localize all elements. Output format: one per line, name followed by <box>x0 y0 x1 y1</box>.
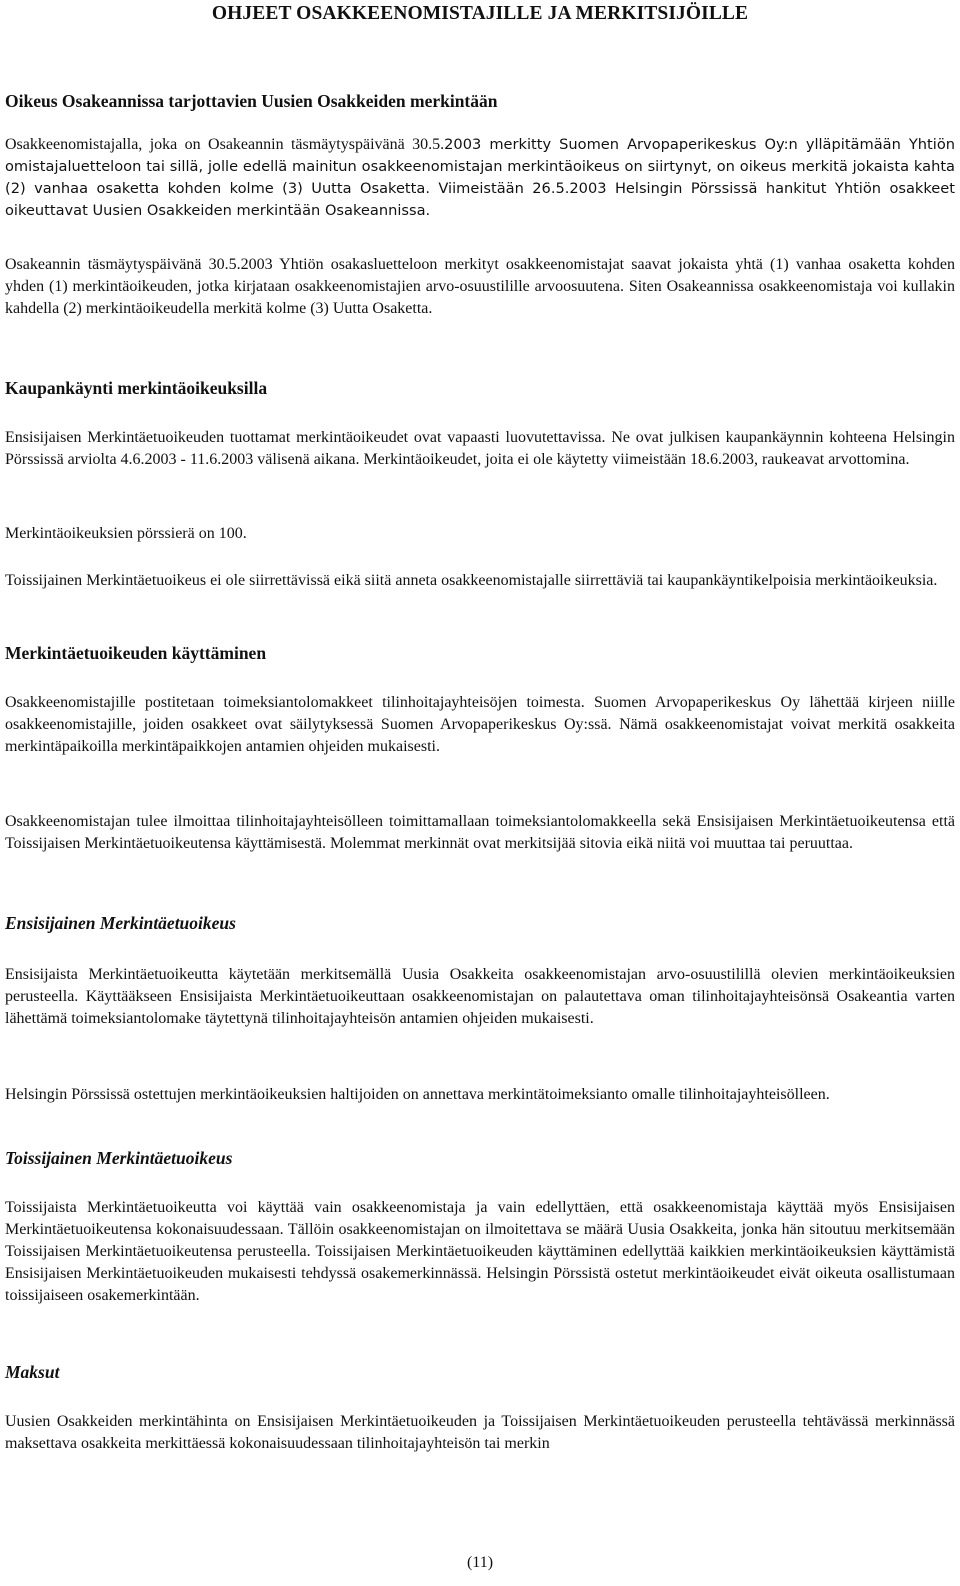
paragraph-exercise-2: Osakkeenomistajan tulee ilmoittaa tilinhoitajayhteisölleen toimittamallaan toimeksiantolomakkeella sekä Ensisijaisen Merkintäetuoikeutensa että Toissijaisen Merkintäetuoikeutensa käyttämisestä. Molemmat merkinnät ovat merkitsijää sitovia eikä niitä voi muuttaa tai peruuttaa. <box>5 813 955 852</box>
paragraph-subscription-right-1-intro: Osakkeenomistajalla, joka on Osakeannin täsmäytyspäivänä 30.5. <box>5 136 445 153</box>
paragraph-exercise-1: Osakkeenomistajille postitetaan toimeksiantolomakkeet tilinhoitajayhteisöjen toimesta. Suomen Arvopaperikeskus Oy lähettää kirjeen niille osakkeenomistajille, joiden osakkeet ovat säilytyksessä Suomen Arvopaperikeskus Oy:ssä. Nämä osakkeenomistajat voivat merkitä osakkeita merkintäpaikoilla merkintäpaikkojen antamien ohjeiden mukaisesti. <box>5 694 955 755</box>
document-title: OHJEET OSAKKEENOMISTAJILLE JA MERKITSIJÖILLE <box>211 3 749 24</box>
paragraph-payments-1: Uusien Osakkeiden merkintähinta on Ensisijaisen Merkintäetuoikeuden ja Toissijaisen Merkintäetuoikeuden perusteella tehtävässä merkinnässä maksettava osakkeita merkittäessä kokonaisuudessaan tilinhoitajayhteisön tai merkin <box>5 1413 955 1452</box>
section-heading-secondary-right: Toissijainen Merkintäetuoikeus <box>5 1148 233 1168</box>
paragraph-primary-right-1: Ensisijaista Merkintäetuoikeutta käytetään merkitsemällä Uusia Osakkeita osakkeenomistajan arvo-osuustilillä olevien merkintäoikeuksien perusteella. Käyttääkseen Ensisijaista Merkintäetuoikeuttaan osakkeenomistajan on palautettava oman tilinhoitajayhteisönsä Osakeantia varten lähettämä toimeksiantolomake täytettynä tilinhoitajayhteisön antamien ohjeiden mukaisesti. <box>5 966 955 1027</box>
page-number: (11) <box>466 1554 494 1571</box>
paragraph-primary-right-2: Helsingin Pörssissä ostettujen merkintäoikeuksien haltijoiden on annettava merkintätoimeksianto omalle tilinhoitajayhteisölleen. <box>5 1086 830 1103</box>
paragraph-trading-3: Toissijainen Merkintäetuoikeus ei ole siirrettävissä eikä siitä anneta osakkeenomistajalle siirrettäviä tai kaupankäyntikelpoisia merkintäoikeuksia. <box>5 572 938 589</box>
section-heading-subscription-right: Oikeus Osakeannissa tarjottavien Uusien Osakkeiden merkintään <box>5 91 498 111</box>
paragraph-subscription-right-2: Osakeannin täsmäytyspäivänä 30.5.2003 Yhtiön osakasluetteloon merkityt osakkeenomistajat saavat jokaista yhtä (1) vanhaa osaketta kohden yhden (1) merkintäoikeuden, jotka kirjataan osakkeenomistajien arvo-osuustilille arvoosuutena. Siten Osakeannissa osakkeenomistaja voi kullakin kahdella (2) merkintäoikeudella merkitä kolme (3) Uutta Osaketta. <box>5 256 955 317</box>
section-heading-trading: Kaupankäynti merkintäoikeuksilla <box>5 378 268 398</box>
paragraph-secondary-right-1: Toissijaista Merkintäetuoikeutta voi käyttää vain osakkeenomistaja ja vain edellyttäen, että osakkeenomistaja käyttää myös Ensisijaisen Merkintäetuoikeutensa kokonaisuudessaan. Tällöin osakkeenomistajan on ilmoitettava se määrä Uusia Osakkeita, jonka hän sitoutuu merkitsemään Toissijaisen Merkintäetuoikeutensa perusteella. Toissijaisen Merkintäetuoikeuden käyttäminen edellyttää kaikkien merkintäoikeuksien käyttämistä Ensisijaisen Merkintäetuoikeuden mukaisesti tehdyssä osakemerkinnässä. Helsingin Pörssistä ostetut merkintäoikeudet eivät oikeuta osallistumaan toissijaiseen osakemerkintään. <box>5 1199 955 1304</box>
section-heading-payments: Maksut <box>5 1362 60 1382</box>
paragraph-trading-1: Ensisijaisen Merkintäetuoikeuden tuottamat merkintäoikeudet ovat vapaasti luovutettavissa. Ne ovat julkisen kaupankäynnin kohteena Helsingin Pörssissä arviolta 4.6.2003 - 11.6.2003 välisenä aikana. Merkintäoikeudet, joita ei ole käytetty viimeistään 18.6.2003, raukeavat arvottomina. <box>5 429 955 468</box>
section-heading-primary-right: Ensisijainen Merkintäetuoikeus <box>5 913 236 933</box>
paragraph-trading-2: Merkintäoikeuksien pörssierä on 100. <box>5 525 247 542</box>
paragraph-subscription-right-1-body: 2003 merkitty Suomen Arvopaperikeskus Oy:n ylläpitämään Yhtiön omistajaluetteloon tai sillä, jolle edellä mainitun osakkeenomistajan merkintäoikeus on siirtynyt, on oikeus merkitä jokaista kahta (2) vanhaa osaketta kohden kolme (3) Uutta Osaketta. Viimeistään 26.5.2003 Helsingin Pörssissä hankitut Yhtiön osakkeet oikeuttavat Uusien Osakkeiden merkintään Osakeannissa. <box>5 136 955 219</box>
section-heading-exercise: Merkintäetuoikeuden käyttäminen <box>5 643 267 663</box>
paragraph-subscription-right-1 <box>5 134 955 222</box>
